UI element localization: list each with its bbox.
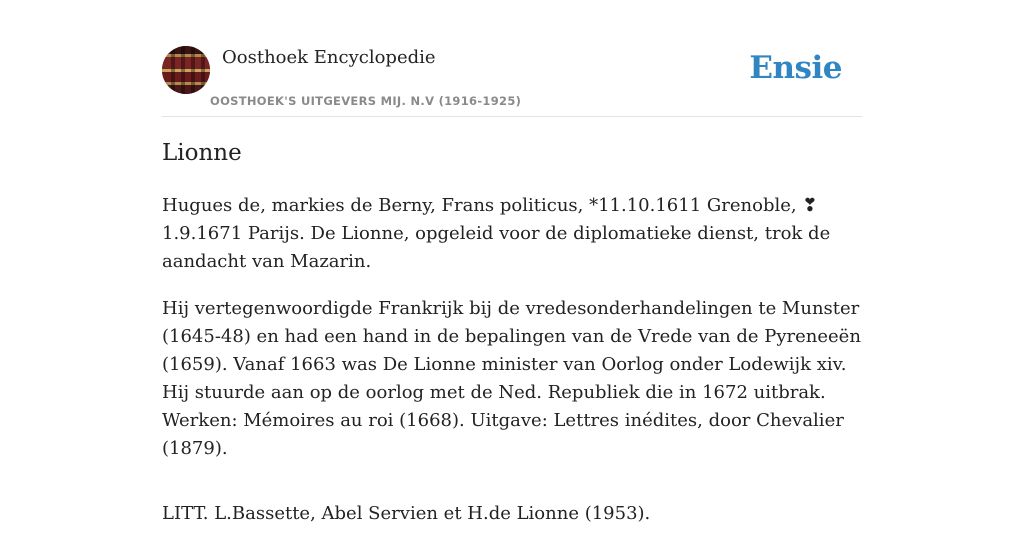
page-header [162,46,862,117]
entry-title: Lionne [162,140,242,166]
book-cover-avatar[interactable] [162,46,210,94]
entry-paragraph: Hugues de, markies de Berny, Frans politicus, *11.10.1611 Grenoble, ❣1.9.1671 Parijs. De Lionne, opgeleid voor de diplomatieke dienst, trok de aandacht van Mazarin. [162,195,831,272]
entry-paragraph: Hij vertegenwoordigde Frankrijk bij de vredesonderhandelingen te Munster (1645-48) en had een hand in de bepalingen van de Vrede van de Pyreneeën (1659). Vanaf 1663 was De Lionne minister van Oorlog onder Lodewijk xiv. Hij stuurde aan op de oorlog met de Ned. Republiek die in 1672 uitbrak. Werken: Mémoires au roi (1668). Uitgave: Lettres inédites, door Chevalier (1879). [162,298,861,459]
ensie-logo-link[interactable]: Ensie [749,50,842,86]
literature-reference: LITT. L.Bassette, Abel Servien et H.de Lionne (1953). [162,503,651,524]
publisher-label: OOSTHOEK'S UITGEVERS MIJ. N.V (1916-1925) [210,94,522,108]
entry-content [162,192,862,547]
book-title-link[interactable]: Oosthoek Encyclopedie [222,47,436,68]
